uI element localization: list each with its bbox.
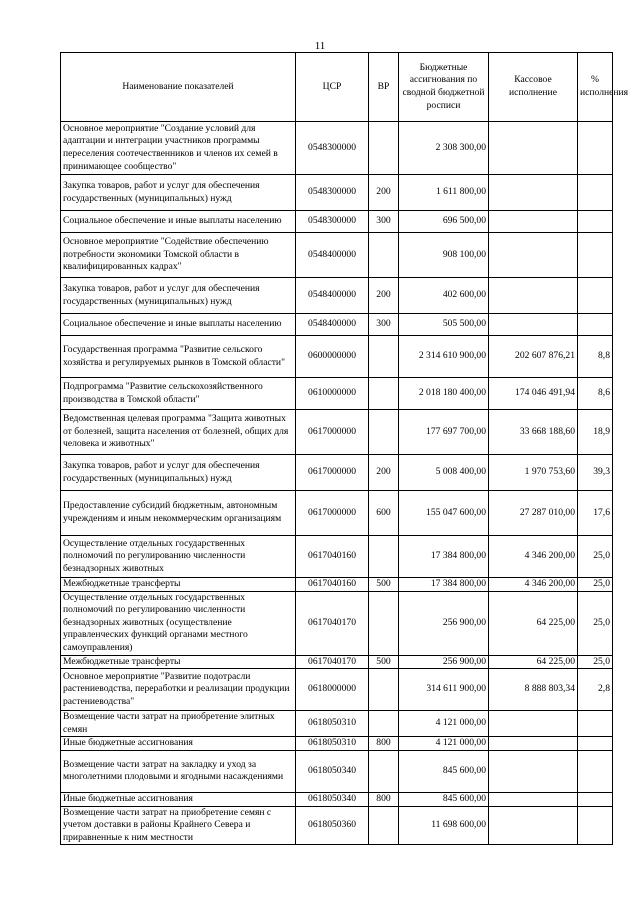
table-row xyxy=(61,314,613,336)
row-cash xyxy=(489,233,578,278)
row-vr xyxy=(369,750,399,792)
row-budget: 256 900,00 xyxy=(399,655,489,669)
table-body xyxy=(61,122,613,845)
table-row xyxy=(61,233,613,278)
row-vr: 800 xyxy=(369,792,399,806)
row-budget: 155 047 600,00 xyxy=(399,491,489,536)
row-csr: 0618050340 xyxy=(296,750,369,792)
row-pct xyxy=(578,211,613,233)
row-budget: 4 121 000,00 xyxy=(399,737,489,751)
row-budget: 314 611 900,00 xyxy=(399,669,489,711)
row-csr: 0600000000 xyxy=(296,336,369,378)
row-budget: 2 314 610 900,00 xyxy=(399,336,489,378)
table-row xyxy=(61,750,613,792)
row-name: Возмещение части затрат на приобретение элитных семян xyxy=(61,711,296,737)
row-pct: 2,8 xyxy=(578,669,613,711)
row-name: Закупка товаров, работ и услуг для обеспечения государственных (муниципальных) нужд xyxy=(61,175,296,211)
row-cash: 27 287 010,00 xyxy=(489,491,578,536)
row-cash: 1 970 753,60 xyxy=(489,455,578,491)
row-name: Социальное обеспечение и иные выплаты населению xyxy=(61,314,296,336)
row-budget: 17 384 800,00 xyxy=(399,536,489,578)
row-name: Осуществление отдельных государственных полномочий по регулированию численности безнадзорных животных xyxy=(61,536,296,578)
row-name: Государственная программа "Развитие сельского хозяйства и регулируемых рынков в Томской области" xyxy=(61,336,296,378)
row-cash xyxy=(489,750,578,792)
row-budget: 402 600,00 xyxy=(399,278,489,314)
row-budget: 505 500,00 xyxy=(399,314,489,336)
table-row xyxy=(61,491,613,536)
row-pct xyxy=(578,711,613,737)
table-row xyxy=(61,278,613,314)
row-vr: 500 xyxy=(369,655,399,669)
row-vr: 600 xyxy=(369,491,399,536)
row-name: Основное мероприятие "Создание условий для адаптации и интеграции участников программы переселения соотечественников и членов их семей в принимающее сообщество" xyxy=(61,122,296,175)
row-csr: 0618050360 xyxy=(296,806,369,845)
table-row xyxy=(61,591,613,655)
row-pct: 25,0 xyxy=(578,655,613,669)
row-pct xyxy=(578,792,613,806)
row-budget: 845 600,00 xyxy=(399,750,489,792)
row-pct xyxy=(578,233,613,278)
row-name: Подпрограмма "Развитие сельскохозяйственного производства в Томской области" xyxy=(61,378,296,410)
table-row xyxy=(61,122,613,175)
row-pct xyxy=(578,750,613,792)
header-pct: % исполнения xyxy=(578,53,613,122)
row-cash: 4 346 200,00 xyxy=(489,578,578,592)
table-row xyxy=(61,711,613,737)
row-name: Возмещение части затрат на приобретение семян с учетом доставки в районы Крайнего Севера и приравненные к ним местности xyxy=(61,806,296,845)
row-name: Закупка товаров, работ и услуг для обеспечения государственных (муниципальных) нужд xyxy=(61,455,296,491)
row-pct: 18,9 xyxy=(578,410,613,455)
row-budget: 17 384 800,00 xyxy=(399,578,489,592)
table-row xyxy=(61,536,613,578)
row-name: Иные бюджетные ассигнования xyxy=(61,792,296,806)
row-csr: 0617000000 xyxy=(296,455,369,491)
row-vr xyxy=(369,669,399,711)
row-vr: 500 xyxy=(369,578,399,592)
row-vr xyxy=(369,122,399,175)
header-csr: ЦСР xyxy=(296,53,369,122)
row-pct: 39,3 xyxy=(578,455,613,491)
table-row xyxy=(61,211,613,233)
row-pct: 25,0 xyxy=(578,591,613,655)
row-pct: 25,0 xyxy=(578,578,613,592)
row-csr: 0618050310 xyxy=(296,737,369,751)
row-cash: 174 046 491,94 xyxy=(489,378,578,410)
row-vr xyxy=(369,536,399,578)
row-budget: 177 697 700,00 xyxy=(399,410,489,455)
row-vr: 300 xyxy=(369,314,399,336)
row-csr: 0548300000 xyxy=(296,175,369,211)
row-pct xyxy=(578,278,613,314)
row-budget: 256 900,00 xyxy=(399,591,489,655)
row-csr: 0617040170 xyxy=(296,655,369,669)
row-pct: 25,0 xyxy=(578,536,613,578)
header-name: Наименование показателей xyxy=(61,53,296,122)
row-name: Предоставление субсидий бюджетным, автономным учреждениям и иным некоммерческим организациям xyxy=(61,491,296,536)
row-csr: 0548300000 xyxy=(296,211,369,233)
row-vr xyxy=(369,410,399,455)
row-budget: 4 121 000,00 xyxy=(399,711,489,737)
row-name: Закупка товаров, работ и услуг для обеспечения государственных (муниципальных) нужд xyxy=(61,278,296,314)
row-cash: 202 607 876,21 xyxy=(489,336,578,378)
row-cash xyxy=(489,211,578,233)
row-pct xyxy=(578,806,613,845)
row-name: Межбюджетные трансферты xyxy=(61,578,296,592)
row-cash xyxy=(489,711,578,737)
row-cash xyxy=(489,806,578,845)
row-vr xyxy=(369,233,399,278)
header-cash: Кассовое исполнение xyxy=(489,53,578,122)
table-row xyxy=(61,669,613,711)
table-row xyxy=(61,455,613,491)
row-csr: 0548400000 xyxy=(296,278,369,314)
row-csr: 0618050340 xyxy=(296,792,369,806)
row-vr xyxy=(369,378,399,410)
row-pct xyxy=(578,737,613,751)
table-row xyxy=(61,792,613,806)
row-vr: 800 xyxy=(369,737,399,751)
row-pct: 17,6 xyxy=(578,491,613,536)
table-row xyxy=(61,336,613,378)
row-cash xyxy=(489,314,578,336)
row-budget: 2 308 300,00 xyxy=(399,122,489,175)
row-csr: 0617000000 xyxy=(296,410,369,455)
row-cash: 64 225,00 xyxy=(489,655,578,669)
row-csr: 0617040160 xyxy=(296,578,369,592)
row-name: Ведомственная целевая программа "Защита животных от болезней, защита населения от болезней, общих для человека и животных" xyxy=(61,410,296,455)
row-vr xyxy=(369,711,399,737)
table-row xyxy=(61,806,613,845)
row-csr: 0610000000 xyxy=(296,378,369,410)
row-budget: 2 018 180 400,00 xyxy=(399,378,489,410)
row-csr: 0548300000 xyxy=(296,122,369,175)
row-budget: 5 008 400,00 xyxy=(399,455,489,491)
row-csr: 0617040170 xyxy=(296,591,369,655)
row-name: Иные бюджетные ассигнования xyxy=(61,737,296,751)
row-budget: 696 500,00 xyxy=(399,211,489,233)
row-pct xyxy=(578,122,613,175)
row-csr: 0618050310 xyxy=(296,711,369,737)
row-vr: 200 xyxy=(369,175,399,211)
table-row xyxy=(61,378,613,410)
row-cash xyxy=(489,175,578,211)
row-csr: 0617040160 xyxy=(296,536,369,578)
row-csr: 0548400000 xyxy=(296,314,369,336)
row-cash xyxy=(489,792,578,806)
row-cash: 8 888 803,34 xyxy=(489,669,578,711)
row-budget: 1 611 800,00 xyxy=(399,175,489,211)
budget-table xyxy=(60,52,629,845)
row-name: Межбюджетные трансферты xyxy=(61,655,296,669)
row-cash xyxy=(489,737,578,751)
row-cash xyxy=(489,122,578,175)
row-name: Основное мероприятие "Содействие обеспечению потребности экономики Томской области в квалифицированных кадрах" xyxy=(61,233,296,278)
row-cash: 33 668 188,60 xyxy=(489,410,578,455)
row-csr: 0548400000 xyxy=(296,233,369,278)
header-vr: ВР xyxy=(369,53,399,122)
row-name: Социальное обеспечение и иные выплаты населению xyxy=(61,211,296,233)
table-row xyxy=(61,175,613,211)
row-cash: 64 225,00 xyxy=(489,591,578,655)
row-csr: 0617000000 xyxy=(296,491,369,536)
row-csr: 0618000000 xyxy=(296,669,369,711)
row-cash xyxy=(489,278,578,314)
row-pct xyxy=(578,175,613,211)
row-pct xyxy=(578,314,613,336)
table-row xyxy=(61,578,613,592)
row-vr xyxy=(369,591,399,655)
row-vr: 200 xyxy=(369,278,399,314)
row-name: Возмещение части затрат на закладку и уход за многолетними плодовыми и ягодными насаждениями xyxy=(61,750,296,792)
row-vr: 300 xyxy=(369,211,399,233)
row-vr xyxy=(369,806,399,845)
row-budget: 11 698 600,00 xyxy=(399,806,489,845)
table-row xyxy=(61,737,613,751)
row-budget: 845 600,00 xyxy=(399,792,489,806)
table-row xyxy=(61,655,613,669)
table-row xyxy=(61,410,613,455)
row-pct: 8,6 xyxy=(578,378,613,410)
header-budget: Бюджетные ассигнования по сводной бюджетной росписи xyxy=(399,53,489,122)
row-vr xyxy=(369,336,399,378)
row-budget: 908 100,00 xyxy=(399,233,489,278)
row-vr: 200 xyxy=(369,455,399,491)
row-cash: 4 346 200,00 xyxy=(489,536,578,578)
row-name: Основное мероприятие "Развитие подотрасли растениеводства, переработки и реализации продукции растениеводства" xyxy=(61,669,296,711)
row-name: Осуществление отдельных государственных полномочий по регулированию численности безнадзорных животных (осуществление управленческих функций органами местного самоуправления) xyxy=(61,591,296,655)
page-number: 11 xyxy=(314,40,326,52)
row-pct: 8,8 xyxy=(578,336,613,378)
